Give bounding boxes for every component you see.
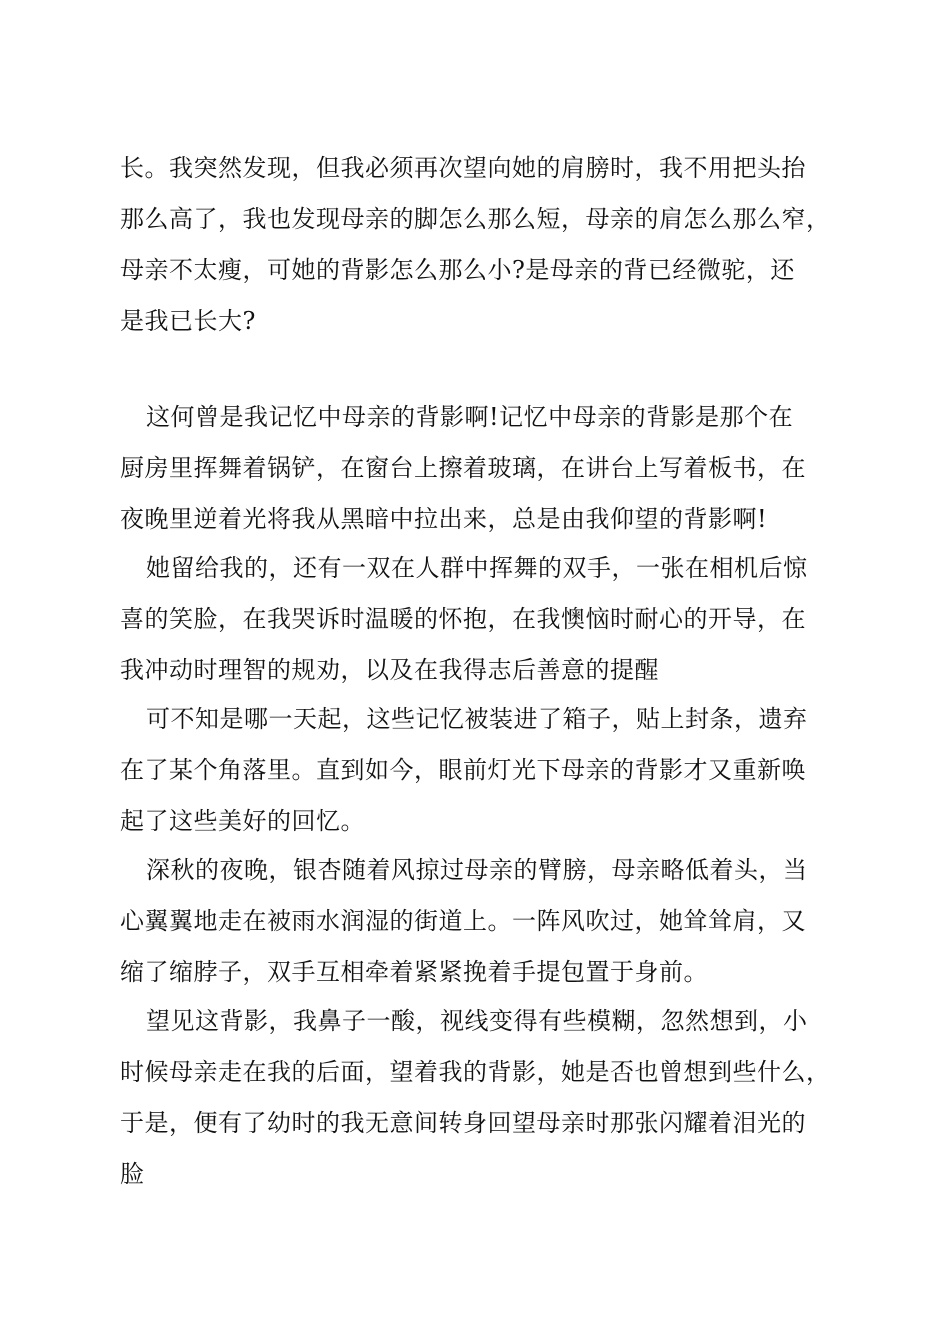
text-line: 喜的笑脸，在我哭诉时温暖的怀抱，在我懊恼时耐心的开导，在: [120, 605, 806, 633]
text-line: 厨房里挥舞着锅铲，在窗台上擦着玻璃，在讲台上写着板书，在: [120, 454, 806, 482]
text-line: 长。我突然发现，但我必须再次望向她的肩膀时，我不用把头抬: [120, 154, 806, 182]
text-line: 在了某个角落里。直到如今，眼前灯光下母亲的背影才又重新唤: [120, 756, 806, 784]
text-line: 母亲不太瘦，可她的背影怎么那么小?是母亲的背已经微驼，还: [120, 256, 795, 284]
text-line: 夜晚里逆着光将我从黑暗中拉出来，总是由我仰望的背影啊!: [120, 505, 768, 533]
paragraph-first-line: 这何曾是我记忆中母亲的背影啊!记忆中母亲的背影是那个在: [146, 403, 794, 431]
text-line: 那么高了，我也发现母亲的脚怎么那么短，母亲的肩怎么那么窄，: [120, 205, 831, 233]
paragraph-first-line: 深秋的夜晚，银杏随着风掠过母亲的臂膀，母亲略低着头，当: [146, 856, 808, 884]
text-line: 脸: [120, 1160, 145, 1188]
text-line: 缩了缩脖子，双手互相牵着紧紧挽着手提包置于身前。: [120, 958, 708, 986]
text-line: 心翼翼地走在被雨水润湿的街道上。一阵风吹过，她耸耸肩，又: [120, 907, 806, 935]
text-line: 于是，便有了幼时的我无意间转身回望母亲时那张闪耀着泪光的: [120, 1109, 806, 1137]
text-line: 时候母亲走在我的后面，望着我的背影，她是否也曾想到些什么，: [120, 1058, 831, 1086]
paragraph-first-line: 她留给我的，还有一双在人群中挥舞的双手，一张在相机后惊: [146, 554, 808, 582]
paragraph-first-line: 望见这背影，我鼻子一酸，视线变得有些模糊，忽然想到，小: [146, 1007, 808, 1035]
text-line: 是我已长大?: [120, 307, 256, 335]
paragraph-first-line: 可不知是哪一天起，这些记忆被装进了箱子，贴上封条，遗弃: [146, 705, 808, 733]
text-line: 我冲动时理智的规劝，以及在我得志后善意的提醒: [120, 656, 659, 684]
text-line: 起了这些美好的回忆。: [120, 807, 365, 835]
